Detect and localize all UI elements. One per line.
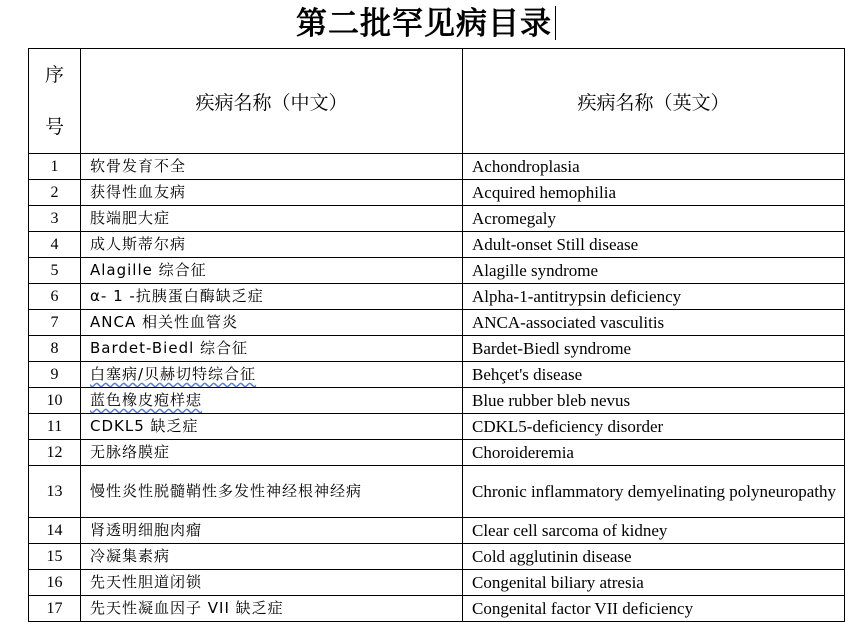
- row-number: 10: [29, 388, 81, 414]
- table-row: [29, 180, 845, 206]
- disease-name-english: Congenital biliary atresia: [463, 570, 845, 596]
- row-number: 13: [29, 466, 81, 518]
- row-number: 6: [29, 284, 81, 310]
- rare-disease-table: [28, 48, 845, 622]
- disease-name-chinese: [81, 362, 463, 388]
- disease-name-chinese: 肾透明细胞肉瘤: [81, 518, 463, 544]
- disease-name-chinese: 冷凝集素病: [81, 544, 463, 570]
- disease-name-english: Behçet's disease: [463, 362, 845, 388]
- disease-name-chinese: Bardet-Biedl 综合征: [81, 336, 463, 362]
- disease-name-chinese: 慢性炎性脱髓鞘性多发性神经根神经病: [81, 466, 463, 518]
- table-row: [29, 336, 845, 362]
- text-cursor-icon: [555, 6, 556, 40]
- disease-name-english: Cold agglutinin disease: [463, 544, 845, 570]
- disease-name-chinese: ANCA 相关性血管炎: [81, 310, 463, 336]
- table-row: [29, 232, 845, 258]
- disease-name-chinese: 先天性凝血因子 VII 缺乏症: [81, 596, 463, 622]
- disease-name-english: Adult-onset Still disease: [463, 232, 845, 258]
- spellcheck-underlined-text: 白塞病/贝赫切特综合征: [90, 365, 257, 383]
- row-number: 16: [29, 570, 81, 596]
- row-number: 11: [29, 414, 81, 440]
- disease-name-chinese: 无脉络膜症: [81, 440, 463, 466]
- table-row: [29, 388, 845, 414]
- disease-name-english: ANCA-associated vasculitis: [463, 310, 845, 336]
- table-row: [29, 570, 845, 596]
- row-number: 5: [29, 258, 81, 284]
- table-row: [29, 362, 845, 388]
- disease-name-chinese: 获得性血友病: [81, 180, 463, 206]
- spellcheck-underlined-text: 蓝色橡皮疱样痣: [90, 391, 203, 409]
- table-row: [29, 310, 845, 336]
- header-chinese-name: 疾病名称（中文）: [81, 49, 463, 154]
- row-number: 4: [29, 232, 81, 258]
- table-row: [29, 284, 845, 310]
- document-title: [0, 2, 852, 46]
- row-number: 7: [29, 310, 81, 336]
- disease-name-english: Choroideremia: [463, 440, 845, 466]
- row-number: 1: [29, 154, 81, 180]
- disease-name-english: Clear cell sarcoma of kidney: [463, 518, 845, 544]
- table-row: [29, 544, 845, 570]
- table-header-row: [29, 49, 845, 154]
- disease-name-chinese: 先天性胆道闭锁: [81, 570, 463, 596]
- disease-name-chinese: 成人斯蒂尔病: [81, 232, 463, 258]
- row-number: 3: [29, 206, 81, 232]
- table-row: [29, 154, 845, 180]
- disease-name-english: Acquired hemophilia: [463, 180, 845, 206]
- disease-name-chinese: Alagille 综合征: [81, 258, 463, 284]
- disease-name-english: Acromegaly: [463, 206, 845, 232]
- disease-name-english: Bardet-Biedl syndrome: [463, 336, 845, 362]
- disease-name-english: Alpha-1-antitrypsin deficiency: [463, 284, 845, 310]
- header-serial-number-line1: 序: [44, 64, 64, 86]
- header-serial-number: [29, 49, 81, 154]
- disease-name-english: Blue rubber bleb nevus: [463, 388, 845, 414]
- table-row: [29, 206, 845, 232]
- header-english-name: 疾病名称（英文）: [463, 49, 845, 154]
- disease-name-chinese: 软骨发育不全: [81, 154, 463, 180]
- row-number: 15: [29, 544, 81, 570]
- row-number: 12: [29, 440, 81, 466]
- table-row: [29, 258, 845, 284]
- row-number: 2: [29, 180, 81, 206]
- table-row: [29, 414, 845, 440]
- table-row: [29, 518, 845, 544]
- table-row: [29, 596, 845, 622]
- header-serial-number-line2: 号: [44, 116, 64, 138]
- row-number: 17: [29, 596, 81, 622]
- disease-name-english: CDKL5-deficiency disorder: [463, 414, 845, 440]
- disease-name-english: Alagille syndrome: [463, 258, 845, 284]
- row-number: 14: [29, 518, 81, 544]
- disease-name-english: Achondroplasia: [463, 154, 845, 180]
- table-row: [29, 440, 845, 466]
- disease-name-chinese: [81, 388, 463, 414]
- document-title-text: 第二批罕见病目录: [296, 6, 552, 42]
- disease-name-chinese: α- 1 -抗胰蛋白酶缺乏症: [81, 284, 463, 310]
- row-number: 8: [29, 336, 81, 362]
- disease-name-english: Chronic inflammatory demyelinating polyneuropathy: [463, 466, 845, 518]
- row-number: 9: [29, 362, 81, 388]
- disease-name-english: Congenital factor VII deficiency: [463, 596, 845, 622]
- table-row: [29, 466, 845, 518]
- disease-name-chinese: 肢端肥大症: [81, 206, 463, 232]
- disease-name-chinese: CDKL5 缺乏症: [81, 414, 463, 440]
